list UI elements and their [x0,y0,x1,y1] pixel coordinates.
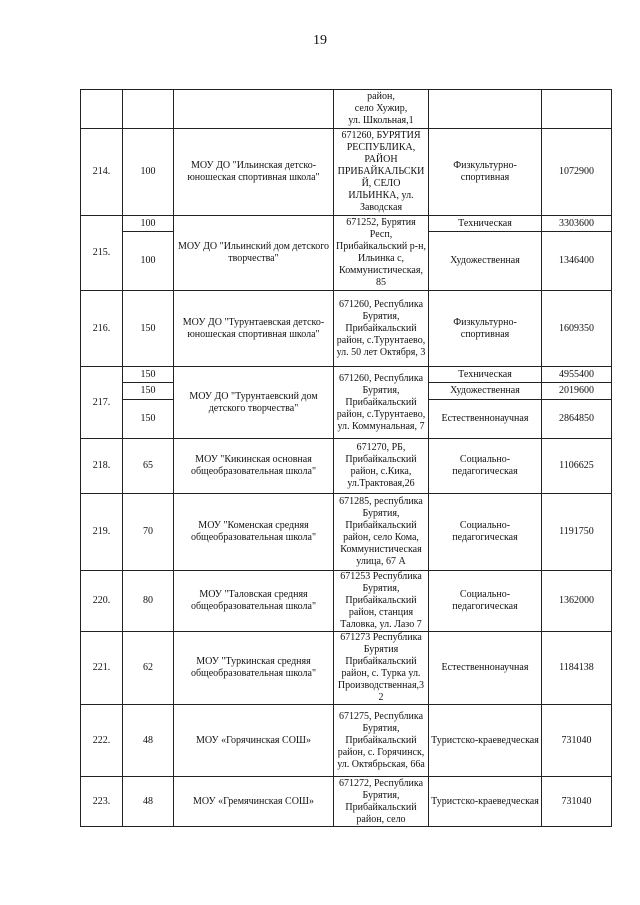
row-count: 80 [123,571,174,632]
row-amount: 1072900 [542,129,612,216]
table-row [81,705,612,777]
row-count [123,90,174,129]
row-count: 100 [123,129,174,216]
row-direction: Социально-педагогическая [429,439,542,494]
row-count: 62 [123,632,174,705]
row-number: 215. [81,216,123,291]
row-org: МОУ "Кикинская основная общеобразовательная школа" [174,439,334,494]
row-address: 671273 Республика Бурятия Прибайкальский район, с. Турка ул. Производственная,3 2 [334,632,429,705]
row-org: МОУ ДО "Турунтаевский дом детского творчества" [174,367,334,439]
table-row [81,777,612,827]
row-number: 220. [81,571,123,632]
row-address: 671252, Бурятия Респ, Прибайкальский р-н, Ильинка с, Коммунистическая, 85 [334,216,429,291]
row-direction: Естественнонаучная [429,400,542,439]
row-address: 671270, РБ, Прибайкальский район, с.Кика, ул.Трактовая,26 [334,439,429,494]
row-number [81,90,123,129]
row-count: 48 [123,705,174,777]
row-amount: 1609350 [542,291,612,367]
row-org [174,90,334,129]
table-row [81,632,612,705]
row-direction: Физкультурно-спортивная [429,291,542,367]
row-amount: 1346400 [542,232,612,291]
row-number: 214. [81,129,123,216]
row-number: 221. [81,632,123,705]
row-address: 671253 Республика Бурятия, Прибайкальский район, станция Таловка, ул. Лазо 7 [334,571,429,632]
row-direction: Туристско-краеведческая [429,777,542,827]
row-count: 150 [123,291,174,367]
row-address: 671260, Республика Бурятия, Прибайкальский район, с.Турунтаево, ул. 50 лет Октября, 3 [334,291,429,367]
row-amount: 1191750 [542,494,612,571]
table-row [81,216,612,232]
row-count: 100 [123,216,174,232]
row-number: 219. [81,494,123,571]
row-direction: Физкультурно-спортивная [429,129,542,216]
row-count: 48 [123,777,174,827]
row-direction: Социально-педагогическая [429,494,542,571]
row-amount [542,90,612,129]
row-number: 216. [81,291,123,367]
table-row [81,129,612,216]
registry-table [80,89,612,827]
table-row [81,439,612,494]
row-direction: Социально-педагогическая [429,571,542,632]
row-count: 70 [123,494,174,571]
row-amount: 1106625 [542,439,612,494]
row-org: МОУ «Гремячинская СОШ» [174,777,334,827]
row-address: 671285, республика Бурятия, Прибайкальский район, село Кома, Коммунистическая улица, 67 А [334,494,429,571]
row-count: 150 [123,400,174,439]
row-amount: 731040 [542,705,612,777]
row-org: МОУ "Таловская средняя общеобразовательная школа" [174,571,334,632]
table-row [81,367,612,383]
row-count: 65 [123,439,174,494]
row-org: МОУ «Горячинская СОШ» [174,705,334,777]
row-amount: 731040 [542,777,612,827]
row-number: 218. [81,439,123,494]
row-amount: 4955400 [542,367,612,383]
row-direction: Художественная [429,383,542,400]
row-amount: 2019600 [542,383,612,400]
row-direction [429,90,542,129]
row-amount: 3303600 [542,216,612,232]
page-number: 19 [313,33,327,48]
row-amount: 1362000 [542,571,612,632]
row-amount: 1184138 [542,632,612,705]
table-row [81,494,612,571]
row-number: 217. [81,367,123,439]
row-direction: Туристско-краеведческая [429,705,542,777]
row-org: МОУ "Коменская средняя общеобразовательная школа" [174,494,334,571]
row-address: 671272, Республика Бурятия, Прибайкальский район, село [334,777,429,827]
row-amount: 2864850 [542,400,612,439]
row-org: МОУ ДО "Турунтаевская детско-юношеская спортивная школа" [174,291,334,367]
row-direction: Техническая [429,367,542,383]
row-address: 671260, БУРЯТИЯ РЕСПУБЛИКА, РАЙОН ПРИБАЙКАЛЬСКИ Й, СЕЛО ИЛЬИНКА, ул. Заводская [334,129,429,216]
row-org: МОУ ДО "Ильинский дом детского творчества" [174,216,334,291]
row-address: 671260, Республика Бурятия, Прибайкальский район, с.Турунтаево, ул. Коммунальная, 7 [334,367,429,439]
row-address: район, село Хужир, ул. Школьная,1 [334,90,429,129]
row-direction: Художественная [429,232,542,291]
row-org: МОУ ДО "Ильинская детско-юношеская спортивная школа" [174,129,334,216]
row-org: МОУ "Туркинская средняя общеобразовательная школа" [174,632,334,705]
row-direction: Естественнонаучная [429,632,542,705]
table-row [81,291,612,367]
table-row [81,90,612,129]
row-address: 671275, Республика Бурятия, Прибайкальский район, с. Горячинск, ул. Октябрьская, 66а [334,705,429,777]
row-count: 100 [123,232,174,291]
row-number: 222. [81,705,123,777]
row-count: 150 [123,367,174,383]
row-count: 150 [123,383,174,400]
row-number: 223. [81,777,123,827]
table-row [81,571,612,632]
row-direction: Техническая [429,216,542,232]
